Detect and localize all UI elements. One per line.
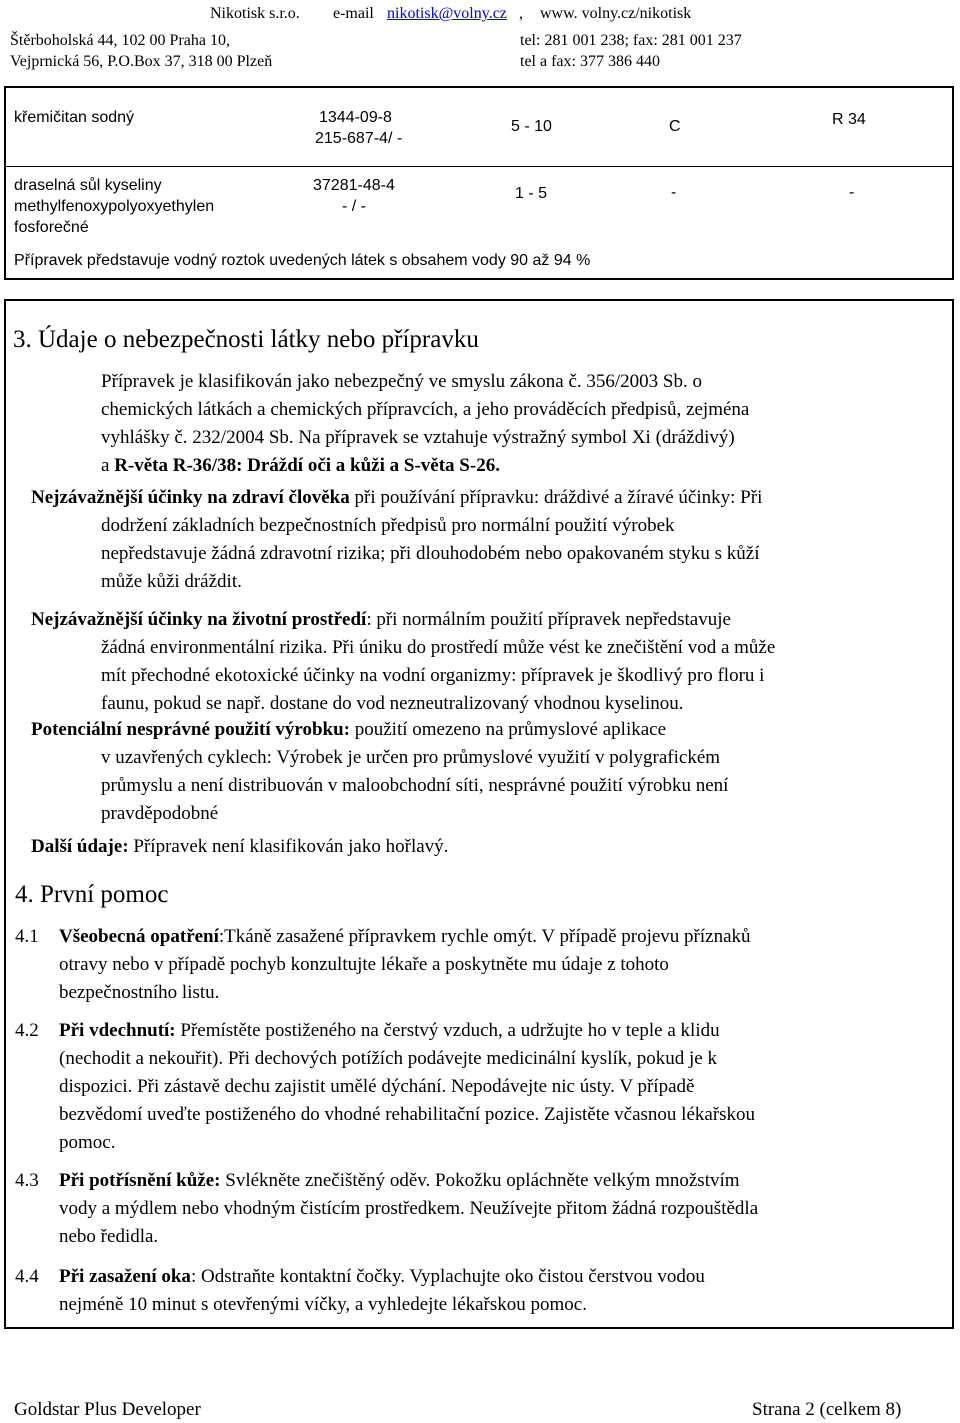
- concentration: 1 - 5: [515, 185, 548, 202]
- classification-line-3: vyhlášky č. 232/2004 Sb. Na přípravek se vztahuje výstražný symbol Xi (dráždivý): [101, 427, 735, 448]
- first-aid-line: vody a mýdlem nebo vhodným čistícím prostředkem. Neužívejte přitom žádná rozpouštědla: [59, 1198, 759, 1219]
- r-phrase: -: [849, 184, 855, 201]
- water-content-note: Přípravek představuje vodný roztok uvedených látek s obsahem vody 90 až 94 %: [14, 252, 591, 269]
- first-aid-general: Všeobecná opatření:Tkáně zasažené přípravkem rychle omýt. V případě projevu příznaků: [59, 926, 751, 947]
- hazard-firstaid-box: [4, 299, 954, 1329]
- address-plzen: Vejprnická 56, P.O.Box 37, 318 00 Plzeň: [10, 53, 273, 70]
- item-number: 4.2: [15, 1020, 39, 1041]
- first-aid-line: nebo ředidla.: [59, 1226, 159, 1247]
- website: www. volny.cz/nikotisk: [540, 5, 692, 22]
- hazard-symbol: -: [671, 184, 677, 201]
- address-praha: Štěrboholská 44, 102 00 Praha 10,: [10, 32, 230, 49]
- first-aid-eyes: Při zasažení oka: Odstraňte kontaktní čočky. Vyplachujte oko čistou čerstvou vodou: [59, 1266, 705, 1287]
- r-phrase: R 34: [832, 111, 866, 128]
- item-number: 4.1: [15, 926, 39, 947]
- health-effects-first: Nejzávažnější účinky na zdraví člověka při používání přípravku: dráždivé a žíravé účinky: Při: [31, 487, 763, 508]
- misuse-line: v uzavřených cyklech: Výrobek je určen pro průmyslové využití v polygrafickém: [101, 747, 721, 768]
- substance-name-line2: methylfenoxypolyoxyethylen: [14, 198, 215, 215]
- email-separator: ,: [519, 5, 523, 22]
- first-aid-inhalation-label: Při vdechnutí:: [59, 1020, 176, 1041]
- first-aid-eyes-label: Při zasažení oka: [59, 1266, 191, 1287]
- einecs-number: - / -: [342, 198, 366, 215]
- table-divider: [6, 166, 952, 167]
- misuse-line: průmyslu a není distribuován v maloobchodní síti, nesprávné použití výrobku není: [101, 775, 729, 796]
- first-aid-line: bezpečnostního listu.: [59, 982, 220, 1003]
- composition-table: [4, 86, 954, 280]
- substance-name: draselná sůl kyseliny: [14, 177, 162, 194]
- misuse-line: pravděpodobné: [101, 803, 219, 824]
- item-number: 4.4: [15, 1266, 39, 1287]
- classification-line-2: chemických látkách a chemických přípravcích, a jeho prováděcích předpisů, zejména: [101, 399, 750, 420]
- other-info: Další údaje: Přípravek není klasifikován jako hořlavý.: [31, 836, 449, 857]
- health-effects-line: může kůži dráždit.: [101, 571, 242, 592]
- phone-praha: tel: 281 001 238; fax: 281 001 237: [520, 32, 742, 49]
- company-name: Nikotisk s.r.o.: [210, 5, 300, 22]
- cas-number: 37281-48-4: [313, 177, 395, 194]
- first-aid-skin: Při potřísnění kůže: Svlékněte znečištěný oděv. Pokožku opláchněte velkým množstvím: [59, 1170, 740, 1191]
- product-name: Goldstar Plus Developer: [14, 1399, 201, 1420]
- env-effects-line: mít přechodné ekotoxické účinky na vodní organizmy: přípravek je škodlivý pro floru i: [101, 665, 765, 686]
- env-effects-line: faunu, pokud se např. dostane do vod nezneutralizovaný vhodnou kyselinou.: [101, 693, 684, 714]
- first-aid-line: pomoc.: [59, 1132, 116, 1153]
- health-effects-line: dodržení základních bezpečnostních předpisů pro normální použití výrobek: [101, 515, 675, 536]
- section-3-title: 3. Údaje o nebezpečnosti látky nebo přípravku: [13, 326, 479, 353]
- classification-line-1: Přípravek je klasifikován jako nebezpečný ve smyslu zákona č. 356/2003 Sb. o: [101, 371, 702, 392]
- einecs-number: 215-687-4/ -: [315, 130, 403, 147]
- classification-line-4: a R-věta R-36/38: Dráždí oči a kůži a S-věta S-26.: [101, 455, 500, 476]
- email-link[interactable]: nikotisk@volny.cz: [387, 5, 507, 22]
- first-aid-line: bezvědomí uveďte postiženého do vhodné rehabilitační pozice. Zajistěte včasnou lékařskou: [59, 1104, 756, 1125]
- first-aid-line: (nechodit a nekouřit). Při dechových potížích podávejte medicinální kyslík, pokud je k: [59, 1048, 717, 1069]
- email-label: e-mail: [333, 5, 374, 22]
- substance-name: křemičitan sodný: [14, 109, 135, 126]
- r-s-phrases: R-věta R-36/38: Dráždí oči a kůži a S-věta S-26.: [114, 455, 500, 476]
- first-aid-line: nejméně 10 minut s otevřenými víčky, a vyhledejte lékařskou pomoc.: [59, 1294, 587, 1315]
- first-aid-skin-label: Při potřísnění kůže:: [59, 1170, 221, 1191]
- first-aid-line: dispozici. Při zástavě dechu zajistit umělé dýchání. Nepodávejte nic ústy. V případě: [59, 1076, 695, 1097]
- health-effects-label: Nejzávažnější účinky na zdraví člověka: [31, 487, 350, 508]
- item-number: 4.3: [15, 1170, 39, 1191]
- first-aid-inhalation: Při vdechnutí: Přemístěte postiženého na čerstvý vzduch, a udržujte ho v teple a klidu: [59, 1020, 720, 1041]
- page-number: Strana 2 (celkem 8): [752, 1399, 902, 1420]
- first-aid-general-label: Všeobecná opatření: [59, 926, 219, 947]
- hazard-symbol: C: [669, 118, 681, 135]
- concentration: 5 - 10: [511, 118, 552, 135]
- first-aid-line: otravy nebo v případě pochyb konzultujte lékaře a poskytněte mu údaje z tohoto: [59, 954, 669, 975]
- env-effects-label: Nejzávažnější účinky na životní prostředí: [31, 609, 367, 630]
- section-4-title: 4. První pomoc: [15, 881, 169, 908]
- env-effects-line: žádná environmentální rizika. Při úniku do prostředí může vést ke znečištění vod a může: [101, 637, 776, 658]
- health-effects-line: nepředstavuje žádná zdravotní rizika; při dlouhodobém nebo opakovaném styku s kůží: [101, 543, 760, 564]
- phone-plzen: tel a fax: 377 386 440: [520, 53, 660, 70]
- cas-number: 1344-09-8: [319, 109, 392, 126]
- misuse-label: Potenciální nesprávné použití výrobku:: [31, 719, 350, 740]
- env-effects-first: Nejzávažnější účinky na životní prostředí: při normálním použití přípravek nepředstavuje: [31, 609, 731, 630]
- other-info-label: Další údaje:: [31, 836, 129, 857]
- substance-name-line3: fosforečné: [14, 219, 89, 236]
- misuse-first: Potenciální nesprávné použití výrobku: použití omezeno na průmyslové aplikace: [31, 719, 667, 740]
